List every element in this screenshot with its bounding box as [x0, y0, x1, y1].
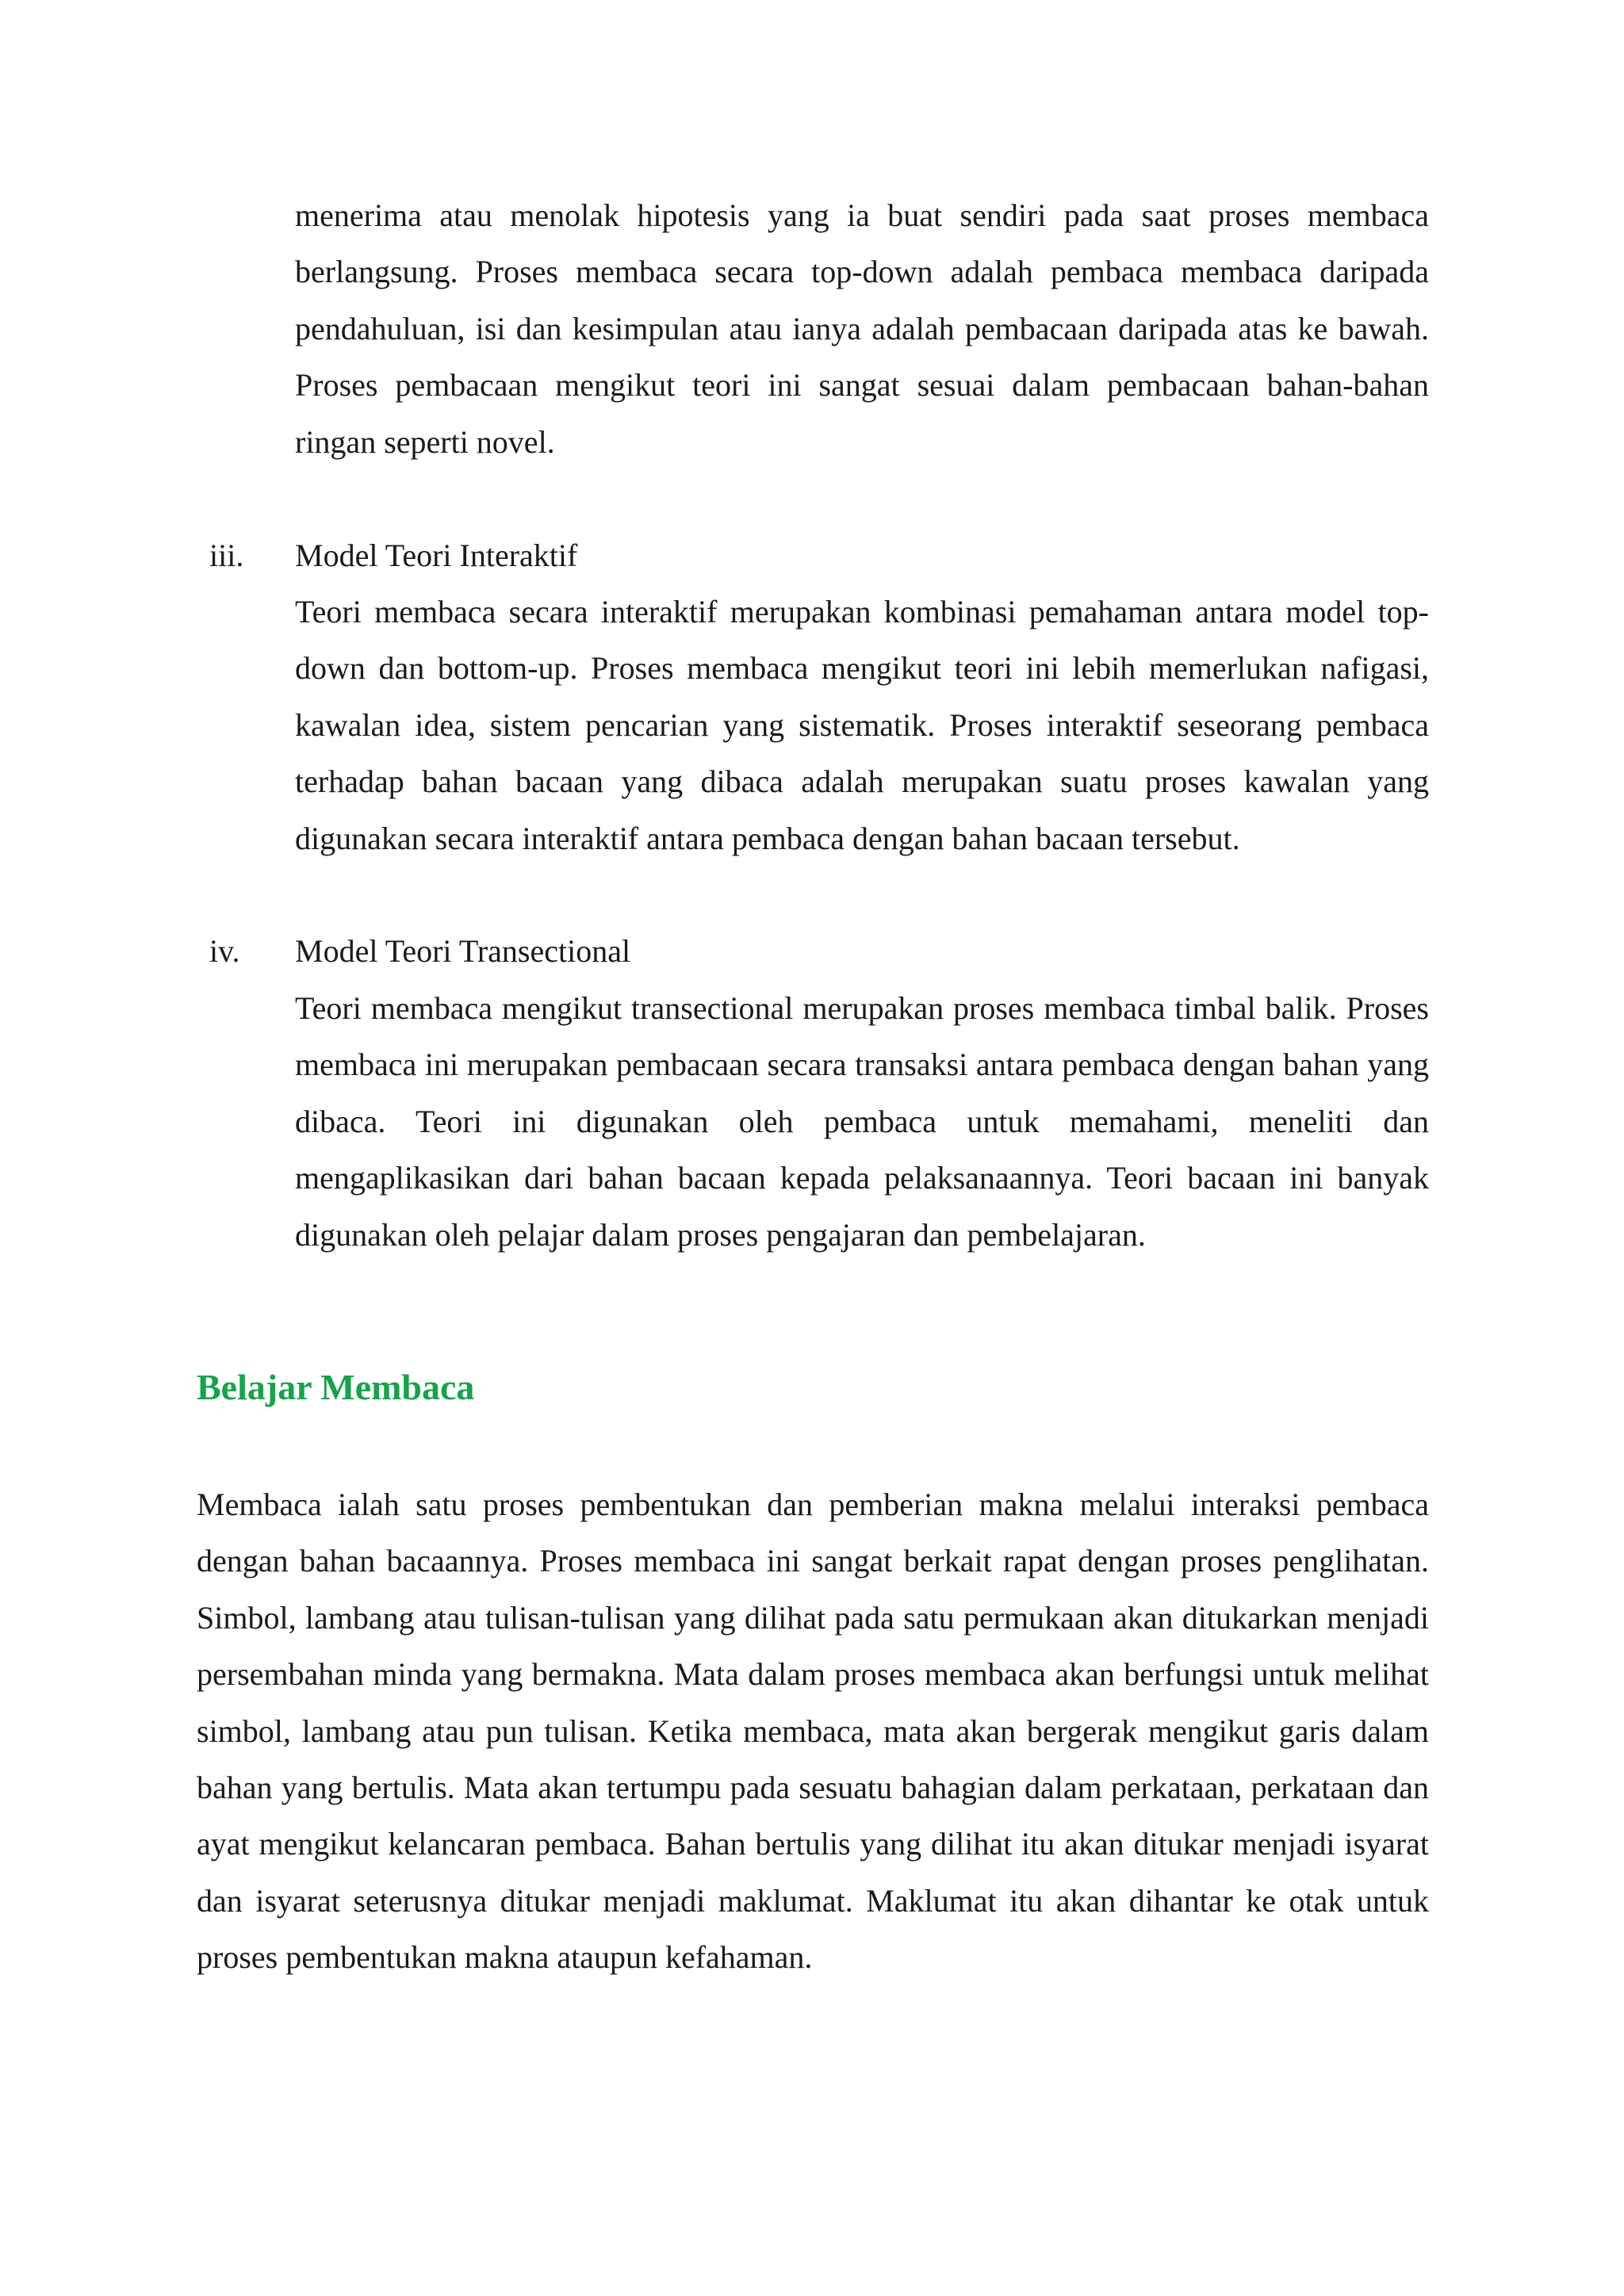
section-paragraph: Membaca ialah satu proses pembentukan dan pemberian makna melalui interaksi pembaca dengan bahan bacaannya. Proses membaca ini sangat berkait rapat dengan proses penglihatan. Simbol, lambang atau tulisan-tulisan yang dilihat pada satu permukaan akan ditukarkan menjadi persembahan minda yang bermakna. Mata dalam proses membaca akan berfungsi untuk melihat simbol, lambang atau pun tulisan. Ketika membaca, mata akan bergerak mengikut garis dalam bahan yang bertulis. Mata akan tertumpu pada sesuatu bahagian dalam perkataan, perkataan dan ayat mengikut kelancaran pembaca. Bahan bertulis yang dilihat itu akan ditukar menjadi isyarat dan isyarat seterusnya ditukar menjadi maklumat. Maklumat itu akan dihantar ke otak untuk proses pembentukan makna ataupun kefahaman.	[197, 1487, 1429, 1976]
section-heading: Belajar Membaca	[197, 1367, 475, 1407]
list-item-number: iii.	[209, 538, 244, 573]
list-item-body: Teori membaca mengikut transectional merupakan proses membaca timbal balik. Proses membaca ini merupakan pembacaan secara transaksi antara pembaca dengan bahan yang dibaca. Teori ini digunakan oleh pembaca untuk memahami, meneliti dan mengaplikasikan dari bahan bacaan kepada pelaksanaannya. Teori bacaan ini banyak digunakan oleh pelajar dalam proses pengajaran dan pembelajaran.	[295, 990, 1429, 1253]
list-item-title: Model Teori Interaktif	[295, 538, 578, 573]
list-item-number: iv.	[209, 933, 240, 969]
continuation-paragraph: menerima atau menolak hipotesis yang ia buat sendiri pada saat proses membaca berlangsung. Proses membaca secara top-down adalah pembaca membaca daripada pendahuluan, isi dan kesimpulan atau ianya adalah pembacaan daripada atas ke bawah. Proses pembacaan mengikut teori ini sangat sesuai dalam pembacaan bahan-bahan ringan seperti novel.	[295, 197, 1429, 460]
list-item-title: Model Teori Transectional	[295, 933, 631, 969]
list-item-body: Teori membaca secara interaktif merupakan kombinasi pemahaman antara model top-down dan bottom-up. Proses membaca mengikut teori ini lebih memerlukan nafigasi, kawalan idea, sistem pencarian yang sistematik. Proses interaktif seseorang pembaca terhadap bahan bacaan yang dibaca adalah merupakan suatu proses kawalan yang digunakan secara interaktif antara pembaca dengan bahan bacaan tersebut.	[295, 594, 1429, 856]
